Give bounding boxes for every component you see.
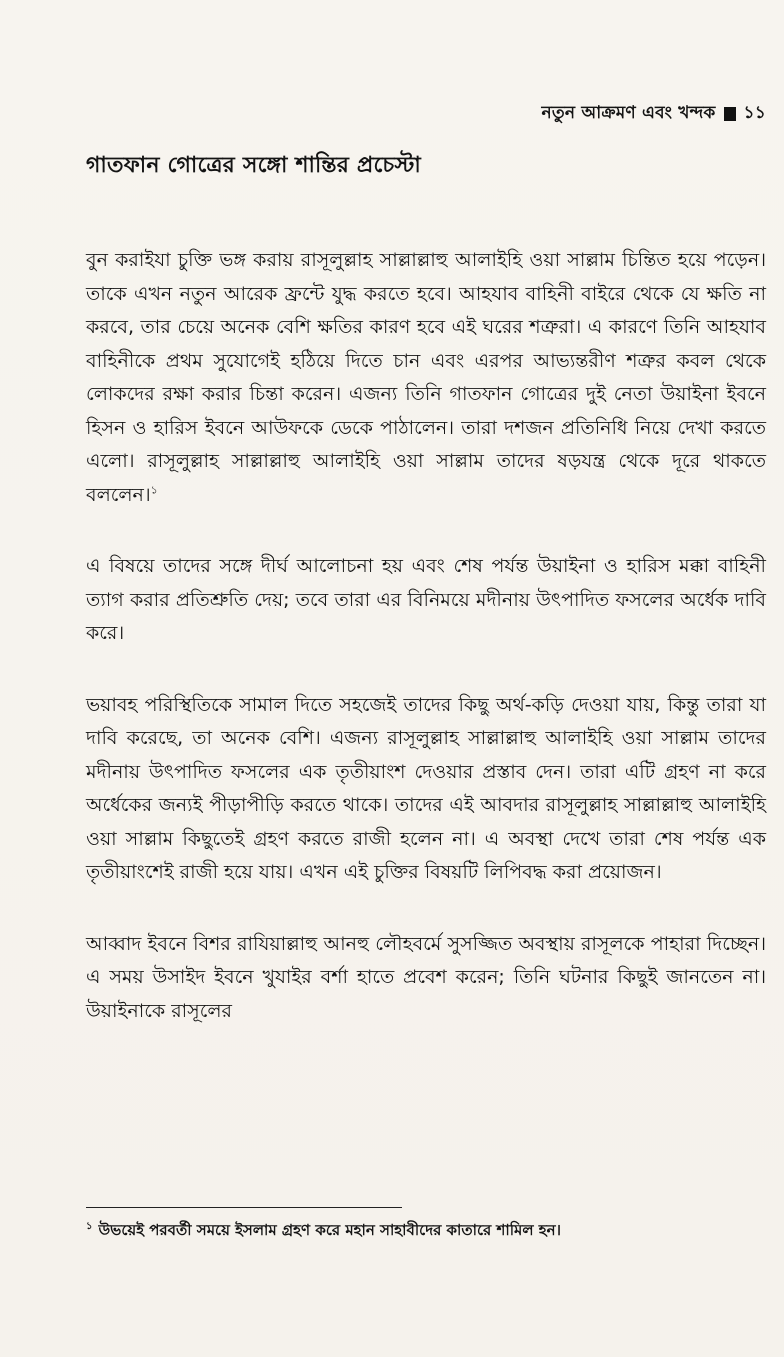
- footnote-marker: ১: [86, 1221, 93, 1232]
- paragraph-1: [86, 244, 766, 512]
- paragraph-3: ভয়াবহ পরিস্থিতিকে সামাল দিতে সহজেই তাদের কিছু অর্থ-কড়ি দেওয়া যায়, কিন্তু তারা যা দাবি করেছে, তা অনেক বেশি। এজন্য রাসূলুল্লাহ সাল্লাল্লাহু আলাইহি ওয়া সাল্লাম তাদের মদীনায় উৎপাদিত ফসলের এক তৃতীয়াংশ দেওয়ার প্রস্তাব দেন। তারা এটি গ্রহণ না করে অর্ধেকের জন্যই পীড়াপীড়ি করতে থাকে। তাদের এই আবদার রাসূলুল্লাহ সাল্লাল্লাহু আলাইহি ওয়া সাল্লাম কিছুতেই গ্রহণ করতে রাজী হলেন না। এ অবস্থা দেখে তারা শেষ পর্যন্ত এক তৃতীয়াংশেই রাজী হয়ে যায়। এখন এই চুক্তির বিষয়টি লিপিবদ্ধ করা প্রয়োজন।: [86, 693, 766, 883]
- paragraph-2: এ বিষয়ে তাদের সঙ্গে দীর্ঘ আলোচনা হয় এবং শেষ পর্যন্ত উয়াইনা ও হারিস মক্কা বাহিনী ত্যাগ করার প্রতিশ্রুতি দেয়; তবে তারা এর বিনিময়ে মদীনায় উৎপাদিত ফসলের অর্ধেক দাবি করে।: [86, 555, 766, 644]
- running-head-title: নতুন আক্রমণ এবং খন্দক: [541, 103, 716, 123]
- paragraph-1-text: বুন করাইযা চুক্তি ভঙ্গ করায় রাসূলুল্লাহ সাল্লাল্লাহু আলাইহি ওয়া সাল্লাম চিন্তিত হয়ে পড়েন। তাকে এখন নতুন আরেক ফ্রন্টে যুদ্ধ করতে হবে। আহযাব বাহিনী বাইরে থেকে যে ক্ষতি না করবে, তার চেয়ে অনেক বেশি ক্ষতির কারণ হবে এই ঘরের শত্রুরা। এ কারণে তিনি আহযাব বাহিনীকে প্রথম সুযোগেই হঠিয়ে দিতে চান এবং এরপর আভ্যন্তরীণ শত্রুর কবল থেকে লোকদের রক্ষা করার চিন্তা করেন। এজন্য তিনি গাতফান গোত্রের দুই নেতা উয়াইনা ইবনে হিসন ও হারিস ইবনে আউফকে ডেকে পাঠালেন। তারা দশজন প্রতিনিধি নিয়ে দেখা করতে এলো। রাসূলুল্লাহ সাল্লাল্লাহু আলাইহি ওয়া সাল্লাম তাদের ষড়যন্ত্র থেকে দূরে থাকতে বললেন।: [86, 249, 766, 506]
- footnote-reference: ১: [150, 483, 158, 497]
- body-text: [86, 244, 766, 1066]
- footnote: [86, 1218, 766, 1242]
- paragraph-4: আব্বাদ ইবনে বিশর রাযিয়াল্লাহু আনহু লৌহবর্মে সুসজ্জিত অবস্থায় রাসূলকে পাহারা দিচ্ছেন। এ সময় উসাইদ ইবনে খুযাইর বর্শা হাতে প্রবেশ করেন; তিনি ঘটনার কিছুই জানতেন না। উয়াইনাকে রাসূলের: [86, 932, 766, 1022]
- section-heading: গাতফান গোত্রের সঙ্গো শান্তির প্রচেস্টা: [86, 153, 421, 178]
- running-head: [542, 100, 766, 128]
- footnote-divider: [86, 1207, 402, 1208]
- footnote-text: উভয়েই পরবর্তী সময়ে ইসলাম গ্রহণ করে মহান সাহাবীদের কাতারে শামিল হন।: [98, 1221, 561, 1239]
- page-number: ১১: [743, 103, 766, 123]
- square-bullet-icon: [724, 107, 736, 121]
